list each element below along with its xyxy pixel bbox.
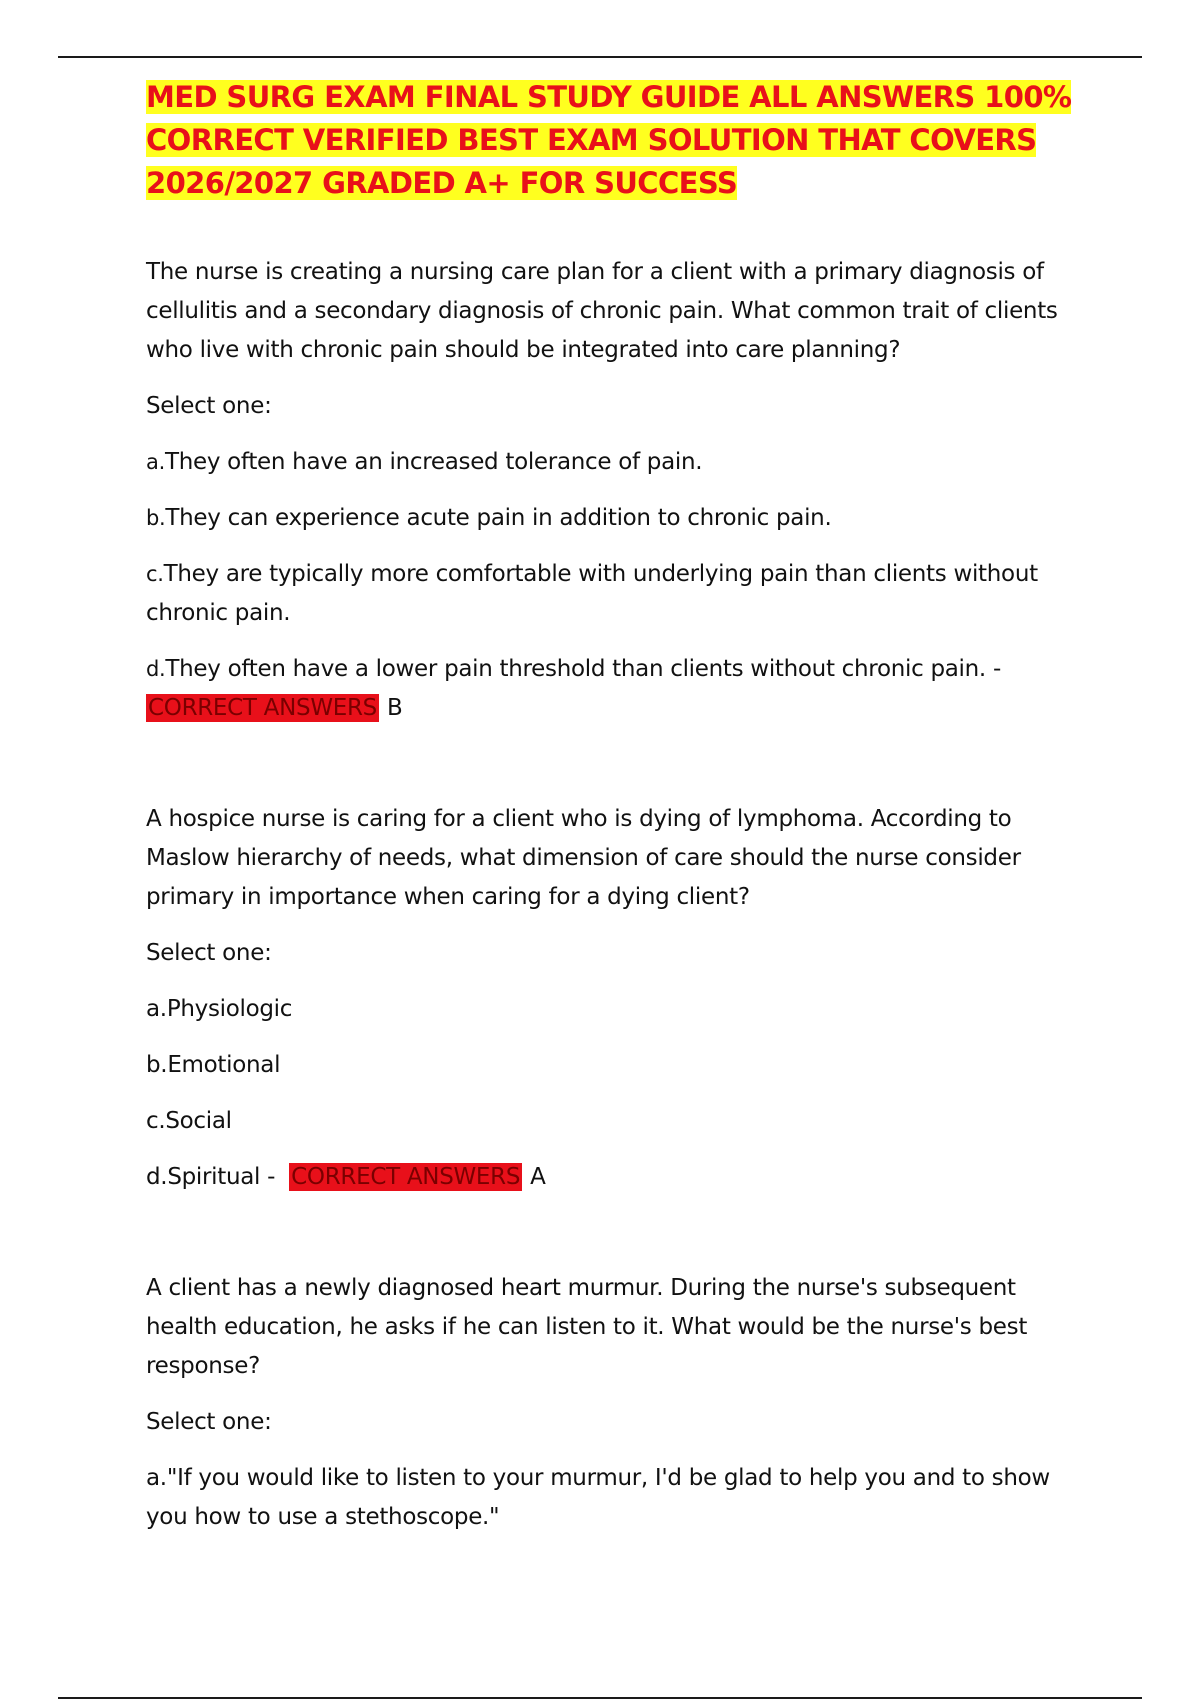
option-letter: b. [146, 506, 166, 530]
option-letter: d. [146, 1164, 168, 1190]
select-one-label: Select one: [146, 940, 272, 966]
correct-answers-marker: CORRECT ANSWERS [148, 695, 377, 721]
select-one-label: Select one: [146, 393, 272, 419]
option-a [146, 1459, 1076, 1537]
document-title [146, 76, 1076, 205]
option-text: They often have an increased tolerance of pain. [164, 449, 703, 475]
option-text: Physiologic [166, 996, 293, 1022]
question-2 [146, 800, 1076, 1197]
correct-answers-marker: CORRECT ANSWERS [291, 1164, 521, 1190]
question-3 [146, 1269, 1076, 1537]
document-body [146, 76, 1076, 1537]
option-b [146, 1046, 1076, 1085]
option-text: Spiritual - [167, 1164, 276, 1190]
option-a [146, 443, 1076, 482]
question-stem: A client has a newly diagnosed heart murmur. During the nurse's subsequent health education, he asks if he can listen to it. What would be the nurse's best response? [146, 1275, 1028, 1379]
option-letter: c. [146, 562, 164, 586]
option-text: They are typically more comfortable with underlying pain than clients without chronic pain. [146, 561, 1038, 626]
option-c [146, 1102, 1076, 1141]
title-highlight: MED SURG EXAM FINAL STUDY GUIDE ALL ANSWERS 100% CORRECT VERIFIED BEST EXAM SOLUTION THAT COVERS 2026/2027 GRADED A+ FOR SUCCESS [146, 80, 1072, 200]
top-rule [58, 56, 1142, 58]
option-letter: a. [146, 450, 165, 474]
option-d [146, 1158, 1076, 1197]
option-letter: a. [146, 1465, 167, 1491]
option-c [146, 555, 1076, 633]
option-letter: d. [146, 657, 166, 681]
option-letter: b. [146, 1052, 168, 1078]
bottom-rule [58, 1697, 1142, 1699]
answer-key: A [530, 1164, 546, 1190]
option-d [146, 650, 1076, 728]
option-text: They often have a lower pain threshold than clients without chronic pain. - [165, 656, 1001, 682]
option-text: "If you would like to listen to your murmur, I'd be glad to help you and to show you how to use a stethoscope." [146, 1465, 1050, 1530]
question-stem: The nurse is creating a nursing care plan for a client with a primary diagnosis of cellulitis and a secondary diagnosis of chronic pain. What common trait of clients who live with chronic pain should be integrated into care planning? [146, 259, 1058, 363]
answer-key: B [386, 695, 403, 721]
option-text: Social [165, 1108, 232, 1134]
option-b [146, 499, 1076, 538]
question-1 [146, 253, 1076, 728]
option-letter: a. [146, 996, 167, 1022]
question-stem: A hospice nurse is caring for a client who is dying of lymphoma. According to Maslow hierarchy of needs, what dimension of care should the nurse consider primary in importance when caring for a dying client? [146, 806, 1021, 910]
option-text: Emotional [167, 1052, 281, 1078]
select-one-label: Select one: [146, 1409, 272, 1435]
option-text: They can experience acute pain in addition to chronic pain. [165, 505, 832, 531]
option-letter: c. [146, 1108, 166, 1134]
option-a [146, 990, 1076, 1029]
